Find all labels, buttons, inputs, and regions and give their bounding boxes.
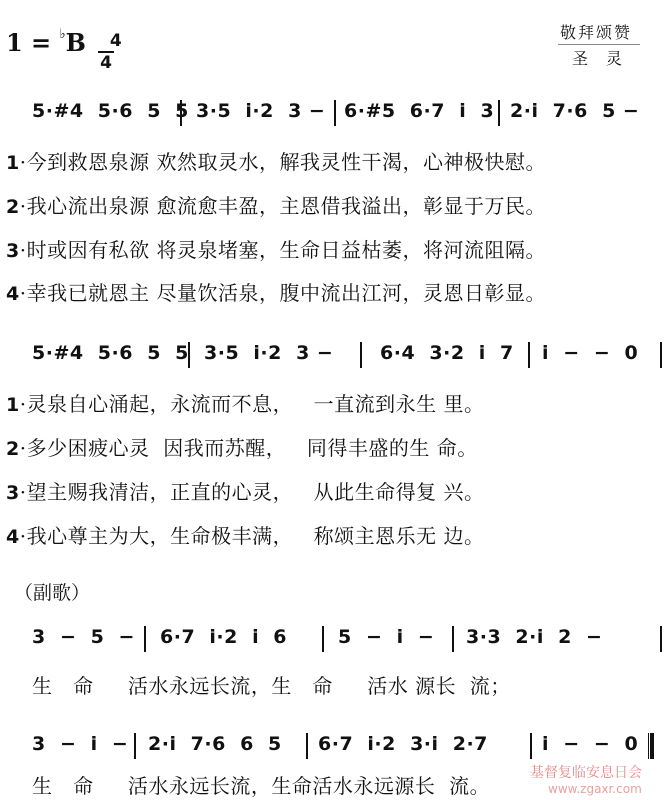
barline <box>528 342 530 368</box>
verse-3-line-2: 3·望主赐我清洁，正直的心灵， 从此生命得复 兴。 <box>6 480 485 504</box>
refrain-lyric-2: 生 命 活水永远长流，生命活水永远源长 流。 <box>32 774 491 798</box>
refrain-lyric-1: 生 命 活水永远长流，生 命 活水 源长 流； <box>32 674 511 698</box>
refrain-measure-2: 6·7 i·2 i 6 <box>160 626 288 648</box>
barline <box>188 342 190 368</box>
measure-1-4: 2·i 7·6 5 − <box>510 100 640 122</box>
barline <box>144 626 146 652</box>
measure-2-4: i − − 0 <box>542 342 639 364</box>
barline <box>498 100 500 126</box>
flat-symbol: ♭ <box>59 27 66 42</box>
refrain-label: （副歌） <box>14 582 91 604</box>
barline <box>180 100 182 126</box>
author: 圣灵 <box>572 49 641 68</box>
refrain-measure-8: i − − 0 <box>542 733 639 755</box>
refrain-measure-6: 2·i 7·6 6 5 <box>148 733 282 755</box>
barline <box>452 626 454 652</box>
final-barline <box>648 733 654 759</box>
verse-4-line-1: 4·幸我已就恩主 尽量饮活泉，腹中流出江河，灵恩日彰显。 <box>6 281 546 305</box>
refrain-measure-1: 3 − 5 − <box>32 626 135 648</box>
barline <box>660 342 662 368</box>
barline <box>306 733 308 759</box>
verse-1-line-1: 1·今到救恩泉源 欢然取灵水，解我灵性干渴，心神极快慰。 <box>6 150 546 174</box>
watermark-url: www.zgaxr.com <box>548 782 642 796</box>
measure-2-3: 6·4 3·2 i 7 <box>380 342 514 364</box>
verse-4-line-2: 4·我心尊主为大，生命极丰满， 称颂主恩乐无 边。 <box>6 524 485 548</box>
key-signature: 1 = ♭B <box>6 27 86 57</box>
verse-2-line-1: 2·我心流出泉源 愈流愈丰盈，主恩借我溢出，彰显于万民。 <box>6 194 546 218</box>
verse-2-line-2: 2·多少困疲心灵 因我而苏醒， 同得丰盛的生 命。 <box>6 436 478 460</box>
refrain-measure-4: 3·3 2·i 2 − <box>466 626 603 648</box>
barline <box>660 626 662 652</box>
measure-2-1: 5·#4 5·6 5 5 <box>32 342 189 364</box>
measure-2-2: 3·5 i·2 3 − <box>204 342 334 364</box>
refrain-measure-3: 5 − i − <box>338 626 435 648</box>
watermark-text: 基督复临安息日会 <box>530 765 642 781</box>
measure-1-2: 3·5 i·2 3 − <box>196 100 326 122</box>
credit-divider <box>558 44 640 45</box>
refrain-measure-7: 6·7 i·2 3·i 2·7 <box>318 733 488 755</box>
barline <box>530 733 532 759</box>
measure-1-1: 5·#4 5·6 5 5 <box>32 100 189 122</box>
refrain-measure-5: 3 − i − <box>32 733 129 755</box>
song-title: 敬拜颂赞 <box>560 23 633 42</box>
verse-3-line-1: 3·时或因有私欲 将灵泉堵塞，生命日益枯萎，将河流阻隔。 <box>6 238 546 262</box>
barline <box>334 100 336 126</box>
barline <box>322 626 324 652</box>
measure-1-3: 6·#5 6·7 i 3 <box>344 100 495 122</box>
barline <box>360 342 362 368</box>
barline <box>134 733 136 759</box>
verse-1-line-2: 1·灵泉自心涌起，永流而不息， 一直流到永生 里。 <box>6 392 485 416</box>
time-signature: 4 4 <box>98 14 114 72</box>
